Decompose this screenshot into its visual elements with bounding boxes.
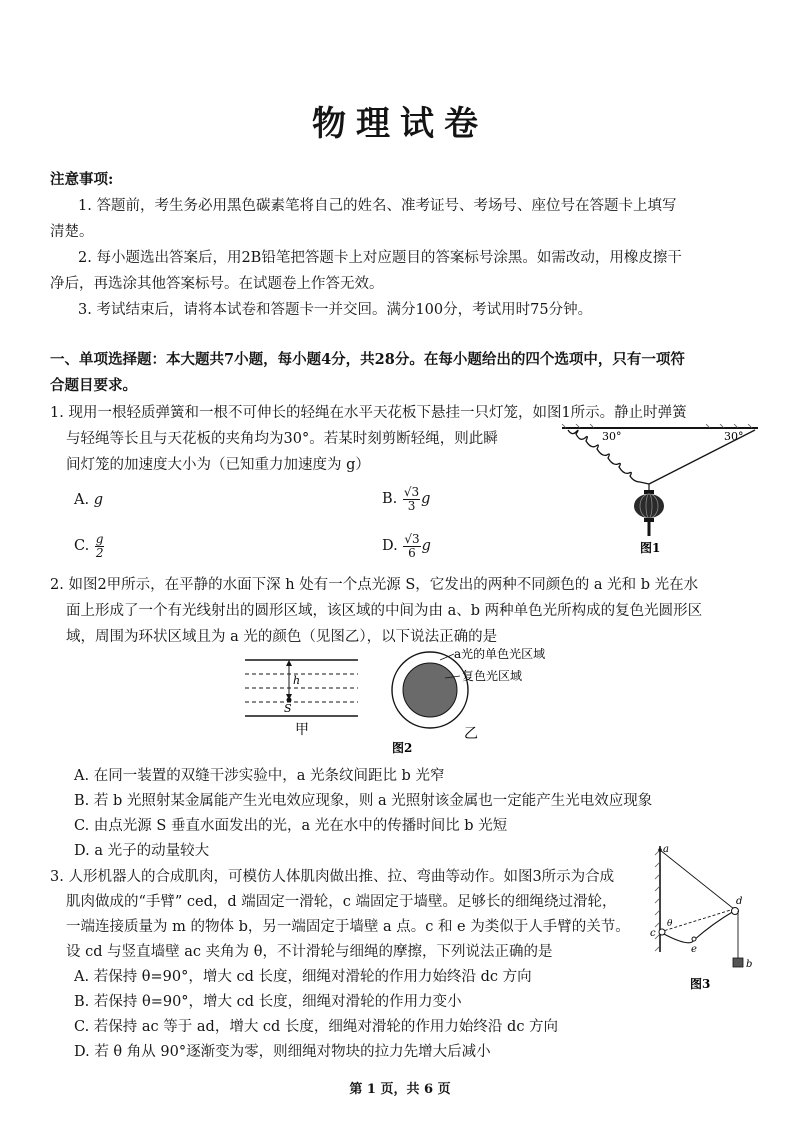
- figure-2-caption: 图2: [392, 741, 413, 755]
- q3-stem-line-4: 设 cd 与竖直墙壁 ac 夹角为 θ，不计滑轮与细绳的摩擦，下列说法正确的是: [66, 944, 553, 960]
- q1-option-a: [74, 490, 103, 510]
- figure-2-label-jia: 甲: [295, 722, 309, 738]
- notice-heading: 注意事项:: [50, 171, 114, 188]
- q3-option-c: C. 若保持 ac 等于 ad，增大 cd 长度，细绳对滑轮的作用力始终沿 dc 方向: [74, 1019, 559, 1035]
- notice-item-1-line-2: 清楚。: [50, 224, 94, 240]
- figure-3-label-e: e: [691, 944, 697, 955]
- q1-option-c: [74, 531, 105, 561]
- figure-3-label-c: c: [650, 928, 656, 939]
- q1-option-c-label: C.: [74, 538, 90, 554]
- figure-1-angle-left: 30°: [602, 430, 622, 443]
- q1-option-b-numerator: √3: [403, 484, 420, 499]
- q1-stem-line-1: 1. 现用一根轻质弹簧和一根不可伸长的轻绳在水平天花板下悬挂一只灯笼，如图1所示。静止时弹簧: [50, 405, 687, 421]
- q1-option-b-fraction: [403, 486, 420, 513]
- q2-option-a: A. 在同一装置的双缝干涉实验中，a 光条纹间距比 b 光窄: [74, 768, 445, 784]
- figure-3-arm: [662, 911, 734, 943]
- q1-option-d-tail: g: [421, 538, 431, 554]
- figure-1-caption: 图1: [640, 541, 661, 555]
- q2-option-b: B. 若 b 光照射某金属能产生光电效应现象，则 a 光照射该金属也一定能产生光电效应现象: [74, 793, 653, 809]
- notice-item-2-line-1: 2. 每小题选出答案后，用2B铅笔把答题卡上对应题目的答案标号涂黑。如需改动，用橡皮擦干: [78, 250, 682, 266]
- q3-option-b: B. 若保持 θ=90°，增大 cd 长度，细绳对滑轮的作用力变小: [74, 994, 462, 1010]
- figure-3-rope-to-wall: [660, 850, 734, 909]
- figure-2-label-h: h: [293, 674, 301, 687]
- q2-stem-line-1: 2. 如图2甲所示，在平静的水面下深 h 处有一个点光源 S，它发出的两种不同颜色的 a 光和 b 光在水: [50, 577, 699, 593]
- figure-1-lantern-body: [634, 494, 664, 518]
- q3-option-d: D. 若 θ 角从 90°逐渐变为零，则细绳对物块的拉力先增大后减小: [74, 1044, 491, 1060]
- notice-item-1-line-1: 1. 答题前，考生务必用黑色碳素笔将自己的姓名、准考证号、考场号、座位号在答题卡上填写: [78, 198, 677, 214]
- q1-stem-line-2: 与轻绳等长且与天花板的夹角均为30°。若某时刻剪断轻绳，则此瞬: [66, 431, 498, 447]
- q1-option-d-label: D.: [382, 538, 398, 554]
- q1-option-b-tail: g: [421, 491, 431, 507]
- figure-3-label-d: d: [736, 896, 743, 907]
- figure-2-mixed-region: [403, 663, 457, 717]
- q1-option-d-numerator: √3: [404, 531, 420, 546]
- q1-option-c-numerator: g: [95, 531, 104, 546]
- q1-option-a-label: A.: [74, 492, 90, 508]
- notice-item-2-line-2: 净后，再选涂其他答案标号。在试题卷上作答无效。: [50, 276, 384, 292]
- q1-stem-line-3: 间灯笼的加速度大小为（已知重力加速度为 g）: [66, 457, 370, 473]
- figure-2: [240, 648, 620, 758]
- q1-option-b-denominator: 3: [407, 498, 416, 513]
- q1-option-d-denominator: 6: [408, 545, 416, 560]
- q3-stem-line-1: 3. 人形机器人的合成肌肉，可模仿人体肌肉做出推、拉、弯曲等动作。如图3所示为合成: [50, 869, 615, 885]
- q1-option-a-text: g: [93, 492, 103, 508]
- figure-3-label-b: b: [746, 959, 753, 970]
- figure-3-pulley-d: [732, 908, 739, 915]
- figure-2-label-s: S: [284, 702, 292, 715]
- q2-option-d: D. a 光子的动量较大: [74, 843, 210, 859]
- q1-option-b: [382, 484, 430, 514]
- page-title: 物理试卷: [312, 104, 488, 144]
- figure-3-block-b: [733, 958, 743, 967]
- figure-3-caption: 图3: [690, 977, 711, 991]
- figure-3-joint-e: [692, 937, 696, 941]
- figure-2-label-yi: 乙: [464, 726, 478, 742]
- q1-option-b-label: B.: [382, 491, 398, 507]
- figure-2-label-mixed-region: 复色光区域: [462, 669, 523, 683]
- figure-1-angle-right: 30°: [724, 430, 744, 443]
- section-heading-line-1: 一、单项选择题：本大题共7小题，每小题4分，共28分。在每小题给出的四个选项中，只有一项符: [50, 351, 685, 368]
- q2-stem-line-3: 域，周围为环状区域且为 a 光的颜色（见图乙），以下说法正确的是: [66, 629, 498, 645]
- q1-option-d: [382, 531, 431, 561]
- notice-item-3: 3. 考试结束后，请将本试卷和答题卡一并交回。满分100分，考试用时75分钟。: [78, 302, 593, 318]
- q3-stem-line-3: 一端连接质量为 m 的物体 b，另一端固定于墙壁 a 点。c 和 e 为类似于人手臂的关节。: [66, 919, 630, 935]
- figure-3-joint-c: [659, 929, 665, 935]
- figure-3-label-theta: θ: [667, 919, 673, 929]
- q1-option-c-denominator: 2: [95, 545, 104, 560]
- q3-stem-line-2: 肌肉做成的“手臂” ced，d 端固定一滑轮，c 端固定于墙壁。足够长的细绳绕过滑轮，: [66, 894, 617, 910]
- q1-option-c-fraction: [95, 533, 105, 560]
- page-footer: 第 1 页，共 6 页: [349, 1082, 451, 1097]
- figure-1-lantern: [560, 424, 760, 559]
- q2-option-c: C. 由点光源 S 垂直水面发出的光，a 光在水中的传播时间比 b 光短: [74, 818, 508, 834]
- figure-3-label-a: a: [663, 844, 669, 855]
- figure-3: [650, 840, 760, 995]
- figure-2-label-a-region: a光的单色光区域: [454, 648, 546, 661]
- figure-1-lantern-cap: [644, 490, 654, 494]
- q2-stem-line-2: 面上形成了一个有光线射出的圆形区域，该区域的中间为由 a、b 两种单色光所构成的复色光圆形区: [66, 603, 703, 619]
- section-heading-line-2: 合题目要求。: [50, 377, 137, 394]
- q1-option-d-fraction: [403, 533, 420, 560]
- q3-option-a: A. 若保持 θ=90°，增大 cd 长度，细绳对滑轮的作用力始终沿 dc 方向: [74, 969, 532, 985]
